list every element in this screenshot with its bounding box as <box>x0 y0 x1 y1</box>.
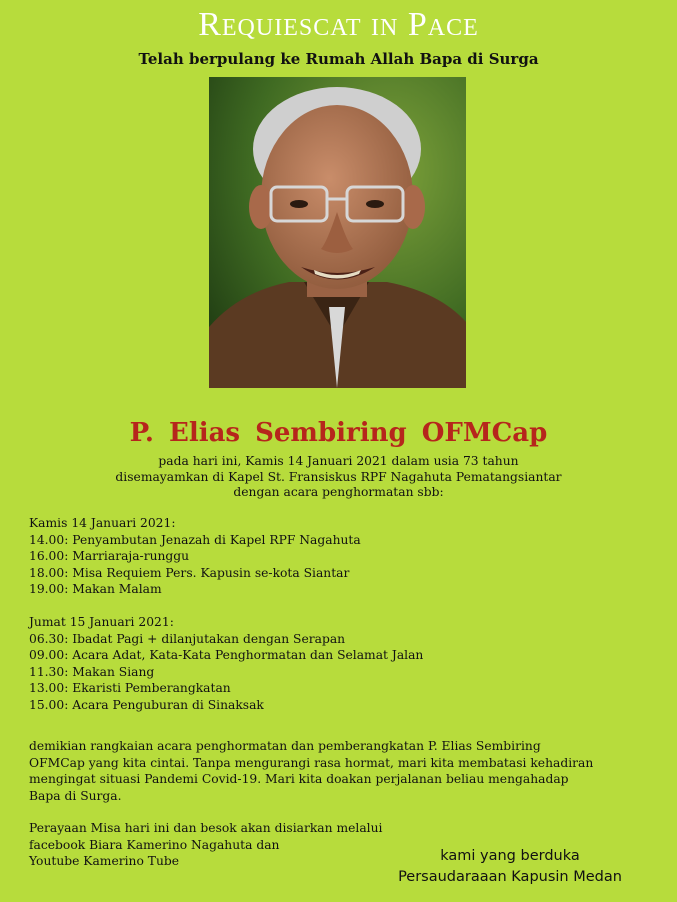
schedule-item: 15.00: Acara Penguburan di Sinaksak <box>29 697 264 712</box>
schedule-item: 06.30: Ibadat Pagi + dilanjutakan dengan Serapan <box>29 631 346 646</box>
intro-line: dengan acara penghormatan sbb: <box>233 485 444 499</box>
schedule-item: 19.00: Makan Malam <box>29 582 162 597</box>
intro-text <box>0 454 677 501</box>
schedule-item: 09.00: Acara Adat, Kata-Kata Penghormatan dan Selamat Jalan <box>29 648 424 663</box>
closing-line: Bapa di Surga. <box>29 788 122 803</box>
broadcast-info <box>29 820 382 870</box>
intro-line: disemayamkan di Kapel St. Fransiskus RPF Nagahuta Pematangsiantar <box>115 469 562 484</box>
broadcast-line: facebook Biara Kamerino Nagahuta dan <box>29 837 280 852</box>
schedule-item: 16.00: Marriaraja-runggu <box>29 549 190 564</box>
portrait-photo <box>209 77 466 388</box>
schedule-day-1 <box>29 515 361 598</box>
signature-line-1: kami yang berduka <box>440 848 580 864</box>
subtitle: Telah berpulang ke Rumah Allah Bapa di Surga <box>138 50 539 68</box>
closing-line: mengingat situasi Pandemi Covid-19. Mari kita doakan perjalanan beliau mengahadap <box>29 772 569 787</box>
schedule-item: 11.30: Makan Siang <box>29 664 155 679</box>
schedule-item: 13.00: Ekaristi Pemberangkatan <box>29 681 231 696</box>
broadcast-line: Youtube Kamerino Tube <box>29 854 180 869</box>
broadcast-line: Perayaan Misa hari ini dan besok akan disiarkan melalui <box>29 821 383 835</box>
closing-line: demikian rangkaian acara penghormatan dan pemberangkatan P. Elias Sembiring <box>29 739 541 753</box>
deceased-name: P. Elias Sembiring OFMCap <box>129 418 548 448</box>
closing-line: OFMCap yang kita cintai. Tanpa mengurangi rasa hormat, mari kita membatasi kehadiran <box>29 755 594 770</box>
signature <box>380 846 640 888</box>
schedule-day-2 <box>29 614 423 714</box>
signature-line-2: Persaudaraaan Kapusin Medan <box>398 869 622 885</box>
day-heading: Kamis 14 Januari 2021: <box>29 516 176 530</box>
page-title: Requiescat in Pace <box>198 6 479 43</box>
schedule-item: 14.00: Penyambutan Jenazah di Kapel RPF Nagahuta <box>29 532 361 547</box>
portrait-icon <box>209 77 466 388</box>
intro-line: pada hari ini, Kamis 14 Januari 2021 dalam usia 73 tahun <box>158 454 519 468</box>
schedule-item: 18.00: Misa Requiem Pers. Kapusin se-kota Siantar <box>29 565 350 580</box>
closing-paragraph <box>29 738 629 804</box>
day-heading: Jumat 15 Januari 2021: <box>29 615 174 629</box>
